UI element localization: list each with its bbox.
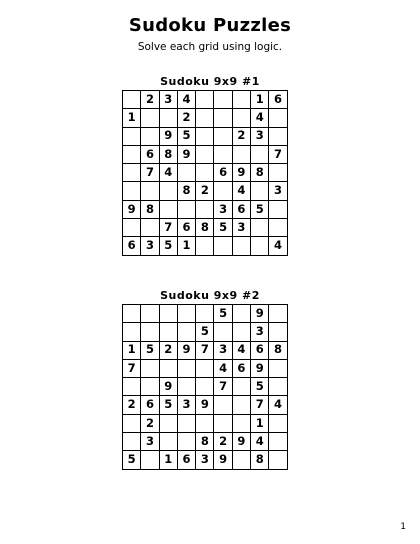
sudoku-cell[interactable] [214,396,232,414]
page-number: 1 [400,522,406,532]
grid-row [123,219,288,237]
grid-row [123,378,288,396]
sudoku-cell[interactable] [251,237,269,255]
sudoku-cell[interactable]: 3 [141,433,159,451]
grid-row [123,182,288,200]
grid-row [123,305,288,323]
sudoku-cell[interactable]: 5 [214,305,232,323]
sudoku-cell[interactable] [232,305,250,323]
sudoku-cell[interactable]: 5 [159,396,177,414]
sudoku-grid-2 [122,304,288,470]
sudoku-cell[interactable] [196,127,214,145]
sudoku-cell[interactable] [159,433,177,451]
sudoku-cell[interactable] [214,109,232,127]
sudoku-cell[interactable]: 5 [196,323,214,341]
sudoku-cell[interactable] [214,127,232,145]
sudoku-cell[interactable] [141,359,159,377]
sudoku-cell[interactable]: 3 [214,341,232,359]
sudoku-cell[interactable] [251,182,269,200]
page-title: Sudoku Puzzles [128,15,292,36]
sudoku-cell[interactable]: 9 [159,127,177,145]
grid-row [123,323,288,341]
sudoku-cell[interactable]: 2 [141,91,159,109]
sudoku-cell[interactable] [196,91,214,109]
sudoku-grid-1 [122,90,288,256]
sudoku-cell[interactable]: 3 [269,182,287,200]
sudoku-cell[interactable]: 6 [123,237,141,255]
sudoku-cell[interactable] [141,323,159,341]
sudoku-cell[interactable] [177,359,195,377]
sudoku-cell[interactable] [269,109,287,127]
grid-row [123,109,288,127]
sudoku-cell[interactable]: 7 [251,396,269,414]
sudoku-cell[interactable] [214,323,232,341]
sudoku-cell[interactable]: 3 [214,200,232,218]
grid-row [123,127,288,145]
sudoku-cell[interactable]: 9 [177,341,195,359]
sudoku-cell[interactable]: 9 [159,378,177,396]
sudoku-cell[interactable]: 6 [141,396,159,414]
sudoku-cell[interactable]: 5 [251,378,269,396]
sudoku-cell[interactable]: 5 [141,341,159,359]
sudoku-cell[interactable] [196,378,214,396]
sudoku-cell[interactable] [123,91,141,109]
sudoku-cell[interactable]: 6 [269,91,287,109]
sudoku-cell[interactable] [123,164,141,182]
sudoku-cell[interactable]: 6 [141,145,159,163]
sudoku-cell[interactable] [123,127,141,145]
sudoku-cell[interactable] [177,200,195,218]
sudoku-cell[interactable] [196,359,214,377]
sudoku-cell[interactable]: 5 [159,237,177,255]
sudoku-cell[interactable] [196,414,214,432]
sudoku-cell[interactable]: 9 [232,433,250,451]
sudoku-cell[interactable] [177,378,195,396]
sudoku-cell[interactable]: 9 [214,451,232,469]
sudoku-cell[interactable] [177,323,195,341]
sudoku-cell[interactable] [269,305,287,323]
puzzle-1-title: Sudoku 9x9 #1 [160,75,260,88]
grid-row [123,145,288,163]
sudoku-cell[interactable]: 2 [123,396,141,414]
sudoku-cell[interactable] [123,145,141,163]
sudoku-cell[interactable]: 4 [232,182,250,200]
sudoku-cell[interactable] [214,182,232,200]
sudoku-cell[interactable] [177,305,195,323]
sudoku-cell[interactable]: 5 [123,451,141,469]
grid-row [123,200,288,218]
page-subtitle: Solve each grid using logic. [137,41,283,53]
sudoku-cell[interactable]: 4 [269,396,287,414]
sudoku-cell[interactable] [196,200,214,218]
sudoku-cell[interactable] [269,359,287,377]
sudoku-cell[interactable] [177,414,195,432]
sudoku-cell[interactable] [232,323,250,341]
sudoku-cell[interactable]: 8 [141,200,159,218]
sudoku-cell[interactable] [196,305,214,323]
grid-row [123,237,288,255]
sudoku-cell[interactable]: 9 [177,145,195,163]
sudoku-cell[interactable]: 6 [232,359,250,377]
sudoku-cell[interactable] [159,305,177,323]
sudoku-cell[interactable]: 2 [141,414,159,432]
sudoku-cell[interactable]: 8 [196,219,214,237]
sudoku-cell[interactable] [251,145,269,163]
sudoku-cell[interactable]: 8 [177,182,195,200]
sudoku-cell[interactable] [269,127,287,145]
sudoku-cell[interactable]: 9 [251,359,269,377]
sudoku-cell[interactable]: 1 [123,341,141,359]
grid-row [123,341,288,359]
sudoku-cell[interactable]: 7 [214,378,232,396]
sudoku-cell[interactable]: 6 [232,200,250,218]
sudoku-cell[interactable] [214,91,232,109]
sudoku-cell[interactable] [159,109,177,127]
sudoku-cell[interactable]: 8 [159,145,177,163]
sudoku-cell[interactable]: 2 [177,109,195,127]
sudoku-cell[interactable] [196,145,214,163]
sudoku-cell[interactable]: 7 [196,341,214,359]
sudoku-cell[interactable] [177,164,195,182]
sudoku-cell[interactable]: 7 [123,359,141,377]
sudoku-cell[interactable]: 3 [141,237,159,255]
sudoku-cell[interactable] [196,109,214,127]
sudoku-cell[interactable]: 7 [141,164,159,182]
sudoku-cell[interactable] [123,433,141,451]
sudoku-cell[interactable]: 3 [251,127,269,145]
grid-row [123,91,288,109]
sudoku-cell[interactable] [159,182,177,200]
sudoku-cell[interactable] [232,451,250,469]
sudoku-cell[interactable] [141,219,159,237]
grid-row [123,451,288,469]
sudoku-cell[interactable]: 8 [251,451,269,469]
grid-row [123,396,288,414]
sudoku-cell[interactable] [269,433,287,451]
puzzle-2-title: Sudoku 9x9 #2 [160,289,260,302]
sudoku-cell[interactable] [232,91,250,109]
sudoku-cell[interactable]: 9 [196,396,214,414]
sudoku-cell[interactable] [159,414,177,432]
sudoku-cell[interactable]: 4 [251,109,269,127]
sudoku-cell[interactable] [232,145,250,163]
sudoku-cell[interactable] [159,200,177,218]
sudoku-cell[interactable]: 3 [177,396,195,414]
sudoku-cell[interactable]: 4 [251,433,269,451]
sudoku-cell[interactable] [159,323,177,341]
sudoku-cell[interactable]: 3 [232,219,250,237]
sudoku-cell[interactable]: 5 [177,127,195,145]
sudoku-cell[interactable] [269,164,287,182]
sudoku-cell[interactable] [214,414,232,432]
sudoku-cell[interactable] [232,414,250,432]
sudoku-cell[interactable]: 5 [214,219,232,237]
grid-row [123,359,288,377]
sudoku-cell[interactable] [251,219,269,237]
sudoku-cell[interactable]: 9 [232,164,250,182]
sudoku-cell[interactable] [123,219,141,237]
sudoku-cell[interactable]: 6 [214,164,232,182]
sudoku-cell[interactable]: 5 [251,200,269,218]
sudoku-cell[interactable] [269,378,287,396]
sudoku-cell[interactable] [123,305,141,323]
sudoku-cell[interactable] [196,164,214,182]
sudoku-cell[interactable]: 4 [177,91,195,109]
sudoku-cell[interactable]: 3 [196,451,214,469]
sudoku-cell[interactable]: 6 [177,219,195,237]
sudoku-cell[interactable]: 4 [159,164,177,182]
sudoku-cell[interactable]: 8 [251,164,269,182]
sudoku-cell[interactable] [177,433,195,451]
sudoku-cell[interactable]: 1 [123,109,141,127]
sudoku-cell[interactable] [141,127,159,145]
sudoku-cell[interactable]: 1 [251,414,269,432]
sudoku-cell[interactable] [159,359,177,377]
sudoku-cell[interactable]: 1 [177,237,195,255]
sudoku-cell[interactable]: 6 [177,451,195,469]
grid-row [123,433,288,451]
sudoku-cell[interactable] [269,219,287,237]
sudoku-cell[interactable]: 4 [214,359,232,377]
sudoku-cell[interactable] [141,182,159,200]
sudoku-cell[interactable] [269,414,287,432]
sudoku-cell[interactable] [123,378,141,396]
sudoku-cell[interactable]: 2 [232,127,250,145]
sudoku-cell[interactable]: 9 [123,200,141,218]
sudoku-cell[interactable] [214,145,232,163]
sudoku-cell[interactable] [123,323,141,341]
sudoku-cell[interactable]: 2 [196,182,214,200]
sudoku-cell[interactable]: 7 [269,145,287,163]
sudoku-cell[interactable] [141,378,159,396]
sudoku-cell[interactable]: 8 [269,341,287,359]
sudoku-cell[interactable] [232,237,250,255]
sudoku-cell[interactable]: 3 [251,323,269,341]
grid-row [123,164,288,182]
sudoku-cell[interactable]: 3 [159,91,177,109]
sudoku-cell[interactable]: 8 [196,433,214,451]
sudoku-cell[interactable] [141,451,159,469]
sudoku-cell[interactable] [214,237,232,255]
sudoku-cell[interactable] [196,237,214,255]
sudoku-cell[interactable]: 7 [159,219,177,237]
sudoku-cell[interactable] [269,451,287,469]
sudoku-cell[interactable]: 9 [251,305,269,323]
sudoku-cell[interactable]: 4 [269,237,287,255]
sudoku-cell[interactable] [123,182,141,200]
grid-row [123,414,288,432]
sudoku-cell[interactable]: 4 [232,341,250,359]
sudoku-cell[interactable]: 1 [159,451,177,469]
sudoku-cell[interactable] [232,378,250,396]
sudoku-cell[interactable] [269,323,287,341]
sudoku-cell[interactable] [232,109,250,127]
sudoku-cell[interactable] [141,305,159,323]
sudoku-cell[interactable] [141,109,159,127]
sudoku-cell[interactable]: 1 [251,91,269,109]
sudoku-cell[interactable]: 2 [214,433,232,451]
sudoku-cell[interactable]: 2 [159,341,177,359]
sudoku-cell[interactable] [232,396,250,414]
sudoku-cell[interactable] [269,200,287,218]
sudoku-cell[interactable] [123,414,141,432]
sudoku-cell[interactable]: 6 [251,341,269,359]
